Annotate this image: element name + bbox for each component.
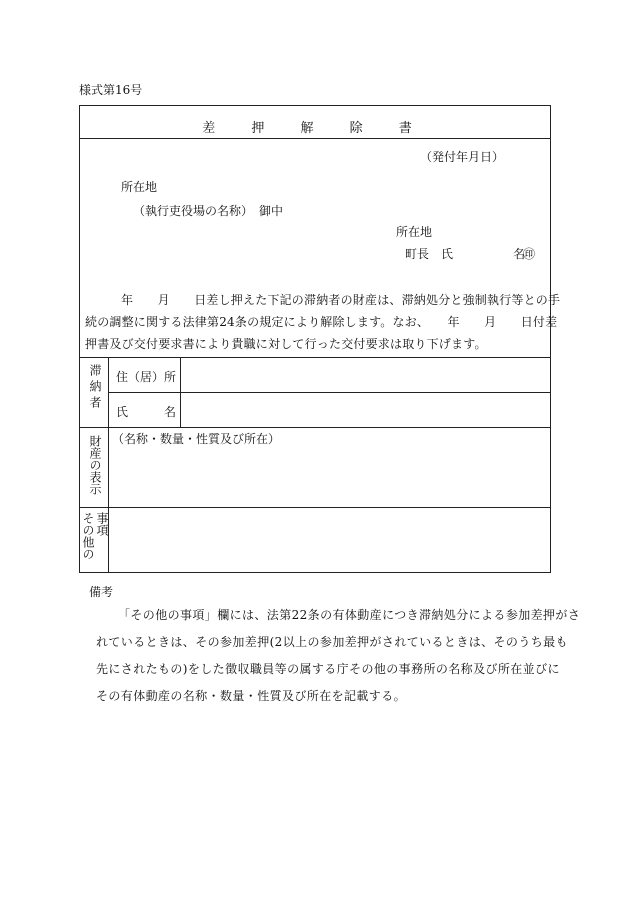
divider-title bbox=[80, 138, 550, 139]
other-label-col2: その他の bbox=[81, 512, 95, 560]
divider-address-name bbox=[108, 392, 550, 393]
remark-line-4: その有体動産の名称・数量・性質及び所在を記載する。 bbox=[96, 689, 407, 703]
remark-line-1: 「その他の事項」欄には、法第22条の有体動産につき滞納処分による参加差押がさ bbox=[118, 608, 581, 622]
sender-location-label: 所在地 bbox=[396, 225, 433, 239]
seal-mark: ㊞ bbox=[523, 247, 536, 261]
addressee-office-name: （執行吏役場の名称） 御中 bbox=[133, 204, 284, 218]
sender-mayor-name: 町長 氏 名 bbox=[405, 247, 526, 261]
body-line-3: 押書及び交付要求書により貴職に対して行った交付要求は取り下げます。 bbox=[85, 337, 487, 351]
property-hint: （名称・数量・性質及び所在） bbox=[112, 432, 281, 446]
addressee-location-label: 所在地 bbox=[121, 180, 158, 194]
remark-line-2: れているときは、その参加差押(2以上の参加差押がされているときは、そのうち最も bbox=[96, 635, 568, 649]
property-label: 財産の表示 bbox=[88, 435, 102, 495]
document-title: 差 押 解 除 書 bbox=[202, 121, 428, 136]
release-of-seizure-form bbox=[79, 105, 561, 573]
remarks-heading: 備考 bbox=[89, 585, 114, 599]
body-line-2: 続の調整に関する法律第24条の規定により解除します。なお、 年 月 日付差 bbox=[85, 315, 558, 329]
label-column-divider bbox=[108, 357, 109, 572]
remark-line-3: 先にされたもの)をした徴収職員等の属する庁その他の事務所の名称及び所在並びに bbox=[96, 662, 560, 676]
divider-delinquent bbox=[80, 427, 550, 428]
body-line-1: 年 月 日差し押えた下記の滞納者の財産は、滞納処分と強制執行等との手 bbox=[121, 293, 561, 307]
other-label-col1: 事項 bbox=[95, 512, 109, 536]
delinquent-label: 滞納者 bbox=[88, 364, 102, 412]
divider-property bbox=[80, 507, 550, 508]
name-label: 氏 名 bbox=[116, 405, 177, 419]
address-label: 住（居）所 bbox=[116, 370, 177, 384]
divider-body bbox=[80, 357, 550, 358]
issue-date: （発付年月日） bbox=[420, 150, 505, 164]
form-number: 様式第16号 bbox=[79, 83, 143, 97]
